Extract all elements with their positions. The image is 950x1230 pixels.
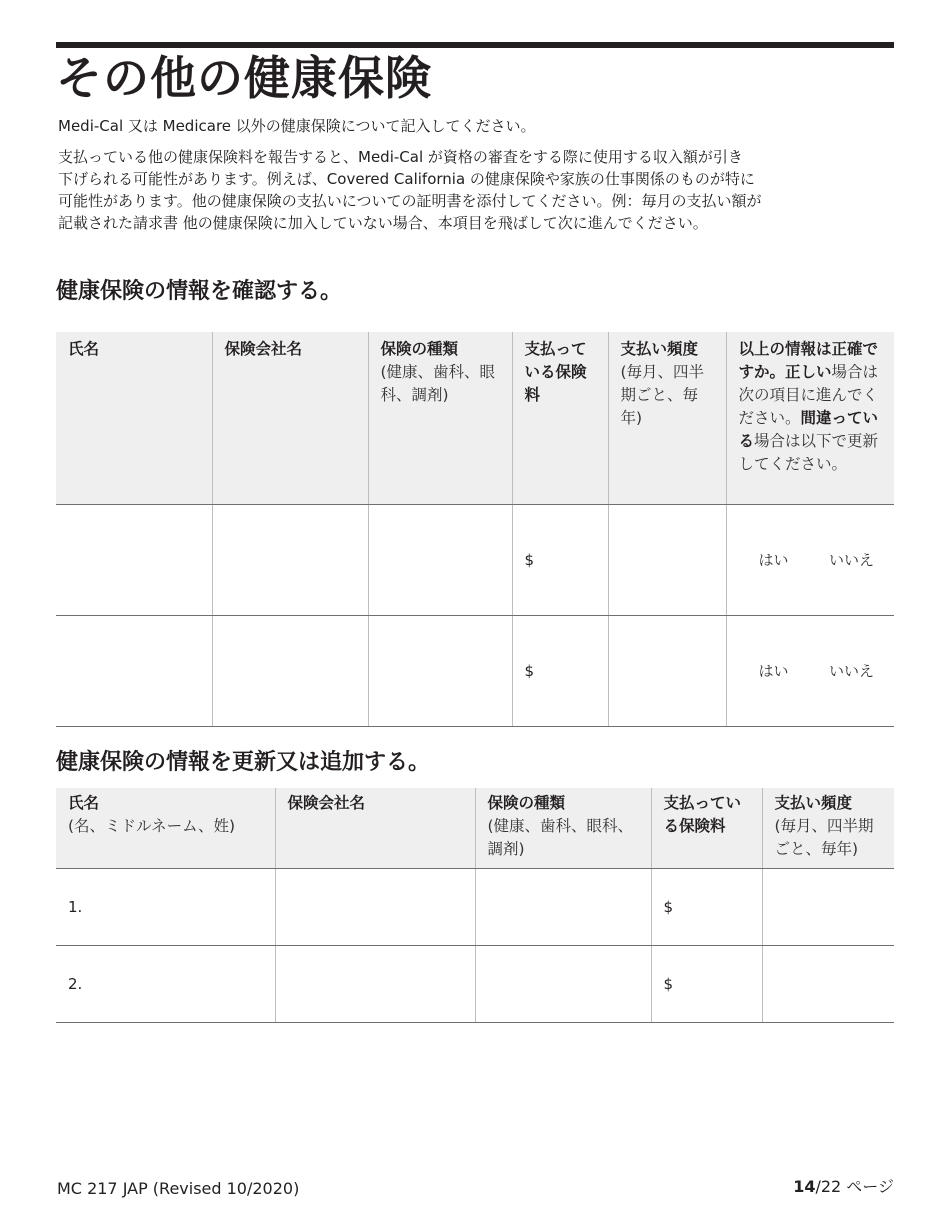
row-number: 2. xyxy=(68,974,83,993)
intro-paragraph-line: 可能性があります。他の健康保険の支払いについての証明書を添付してください。例：毎月の支払い額が xyxy=(58,192,762,210)
table-header-row xyxy=(56,788,894,868)
col-premium: 支払っている保険料 xyxy=(512,332,608,504)
table-row xyxy=(56,615,894,726)
company-cell[interactable] xyxy=(212,504,368,615)
page-number xyxy=(793,1176,894,1198)
col-frequency: 支払い頻度 (毎月、四半期ごと、毎年) xyxy=(762,788,894,868)
intro-paragraph-line: 下げられる可能性があります。例えば、Covered California の健康保険や家族の仕事関係のものが特に xyxy=(58,170,755,188)
type-cell[interactable] xyxy=(475,868,651,945)
intro-paragraph-line: 記載された請求書 他の健康保険に加入していない場合、本項目を飛ばして次に進んでください。 xyxy=(58,214,708,232)
dollar-sign: $ xyxy=(524,661,535,680)
name-cell[interactable] xyxy=(56,868,275,945)
col-company: 保険会社名 xyxy=(275,788,475,868)
type-cell[interactable] xyxy=(475,945,651,1022)
no-option[interactable]: いいえ xyxy=(828,551,874,569)
col-confirm: 以上の情報は正確ですか。正しい場合は次の項目に進んでください。間違っている場合は以下で更新してください。 xyxy=(726,332,894,504)
dollar-sign: $ xyxy=(663,897,674,916)
col-name: 氏名 (名、ミドルネーム、姓) xyxy=(56,788,275,868)
page-current: 14 xyxy=(793,1177,816,1196)
table-header-row xyxy=(56,332,894,504)
confirm-cell xyxy=(726,615,894,726)
dollar-sign: $ xyxy=(524,550,535,569)
frequency-cell[interactable] xyxy=(762,945,894,1022)
no-option[interactable]: いいえ xyxy=(828,662,874,680)
page-total: /22 xyxy=(815,1177,842,1196)
row-number: 1. xyxy=(68,897,83,916)
company-cell[interactable] xyxy=(275,945,475,1022)
col-company: 保険会社名 xyxy=(212,332,368,504)
name-cell[interactable] xyxy=(56,615,212,726)
intro-paragraph-line: 支払っている他の健康保険料を報告すると、Medi-Cal が資格の審査をする際に使用する収入額が引き xyxy=(58,148,743,166)
section-confirm-heading: 健康保険の情報を確認する。 xyxy=(56,279,343,304)
premium-cell[interactable] xyxy=(651,945,762,1022)
premium-cell[interactable] xyxy=(512,504,608,615)
page-title: その他の健康保険 xyxy=(56,51,432,105)
col-premium: 支払っている保険料 xyxy=(651,788,762,868)
frequency-cell[interactable] xyxy=(608,615,726,726)
name-cell[interactable] xyxy=(56,945,275,1022)
yes-option[interactable]: はい xyxy=(758,551,789,569)
yes-option[interactable]: はい xyxy=(758,662,789,680)
col-type: 保険の種類 (健康、歯科、眼科、調剤) xyxy=(368,332,512,504)
table-row xyxy=(56,868,894,945)
frequency-cell[interactable] xyxy=(762,868,894,945)
form-id: MC 217 JAP (Revised 10/2020) xyxy=(57,1179,300,1198)
company-cell[interactable] xyxy=(275,868,475,945)
premium-cell[interactable] xyxy=(512,615,608,726)
col-type: 保険の種類 (健康、歯科、眼科、調剤) xyxy=(475,788,651,868)
frequency-cell[interactable] xyxy=(608,504,726,615)
intro-paragraph xyxy=(58,146,898,234)
confirm-insurance-table xyxy=(56,332,894,727)
type-cell[interactable] xyxy=(368,504,512,615)
name-cell[interactable] xyxy=(56,504,212,615)
confirm-cell xyxy=(726,504,894,615)
update-insurance-table xyxy=(56,788,894,1023)
table-row xyxy=(56,504,894,615)
col-name: 氏名 xyxy=(56,332,212,504)
type-cell[interactable] xyxy=(368,615,512,726)
col-frequency: 支払い頻度 (毎月、四半期ごと、毎年) xyxy=(608,332,726,504)
section-update-heading: 健康保険の情報を更新又は追加する。 xyxy=(56,750,431,775)
dollar-sign: $ xyxy=(663,974,674,993)
premium-cell[interactable] xyxy=(651,868,762,945)
company-cell[interactable] xyxy=(212,615,368,726)
table-row xyxy=(56,945,894,1022)
page-suffix: ページ xyxy=(841,1177,894,1196)
intro-line: Medi-Cal 又は Medicare 以外の健康保険について記入してください。 xyxy=(58,117,536,135)
